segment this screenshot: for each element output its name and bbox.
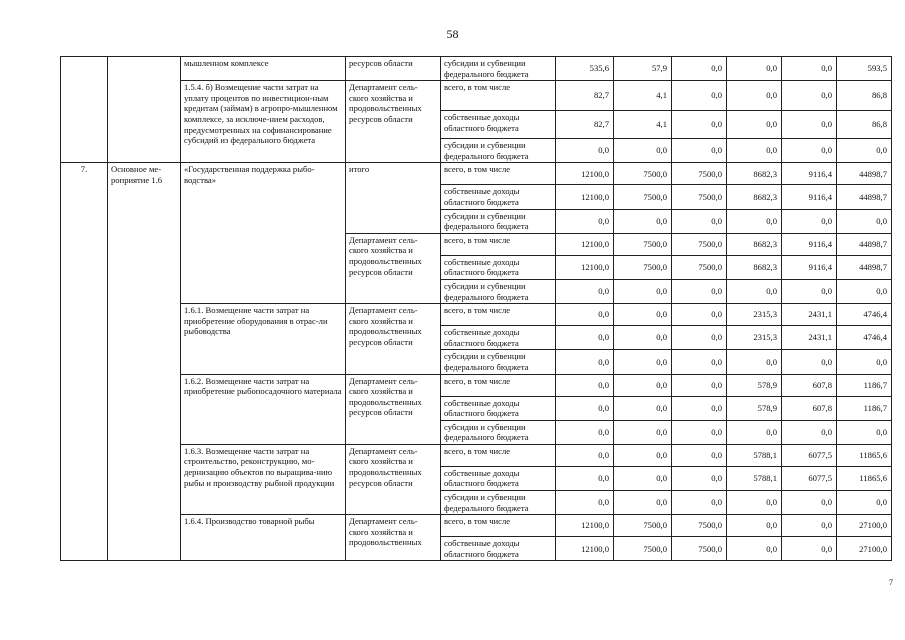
funding-source-cell: собственные доходы областного бюджета [441, 466, 556, 490]
year-value-cell: 7500,0 [672, 537, 727, 561]
year-value-cell: 9116,4 [782, 185, 837, 209]
year-value-cell: 0,0 [614, 466, 672, 490]
year-value-cell: 578,9 [727, 396, 782, 420]
year-value-cell: 0,0 [727, 515, 782, 537]
year-value-cell: 0,0 [614, 209, 672, 233]
total-value-cell: 27100,0 [837, 537, 892, 561]
funding-source-cell: собственные доходы областного бюджета [441, 111, 556, 139]
measure-name-cell: «Государственная поддержка рыбо-водства» [181, 163, 346, 304]
year-value-cell: 7500,0 [614, 537, 672, 561]
total-value-cell: 0,0 [837, 350, 892, 374]
funding-source-cell: субсидии и субвенции федерального бюджета [441, 209, 556, 233]
year-value-cell: 0,0 [672, 374, 727, 396]
responsible-executor-cell: Департамент сель-ского хозяйства и продовольственных ресурсов области [346, 81, 441, 163]
year-value-cell: 0,0 [614, 350, 672, 374]
year-value-cell: 12100,0 [556, 233, 614, 255]
year-value-cell: 7500,0 [614, 185, 672, 209]
year-value-cell: 2315,3 [727, 326, 782, 350]
year-value-cell: 0,0 [556, 326, 614, 350]
year-value-cell: 6077,5 [782, 466, 837, 490]
measure-name-cell: 1.6.2. Возмещение части затрат на приобретение рыбопосадочного материала [181, 374, 346, 444]
total-value-cell: 27100,0 [837, 515, 892, 537]
funding-source-cell: собственные доходы областного бюджета [441, 537, 556, 561]
responsible-executor-cell: Департамент сель-ского хозяйства и продовольственных ресурсов области [346, 444, 441, 514]
row-number-cell [61, 57, 108, 163]
year-value-cell: 0,0 [614, 491, 672, 515]
year-value-cell: 2431,1 [782, 326, 837, 350]
year-value-cell: 0,0 [727, 350, 782, 374]
year-value-cell: 57,9 [614, 57, 672, 81]
year-value-cell: 9116,4 [782, 255, 837, 279]
funding-source-cell: субсидии и субвенции федерального бюджета [441, 420, 556, 444]
responsible-executor-cell: Департамент сель-ского хозяйства и продовольственных ресурсов области [346, 304, 441, 374]
year-value-cell: 0,0 [782, 491, 837, 515]
year-value-cell: 0,0 [672, 491, 727, 515]
year-value-cell: 7500,0 [672, 233, 727, 255]
year-value-cell: 0,0 [727, 111, 782, 139]
year-value-cell: 607,8 [782, 396, 837, 420]
year-value-cell: 0,0 [727, 81, 782, 111]
measure-name-cell: 1.6.4. Производство товарной рыбы [181, 515, 346, 561]
year-value-cell: 0,0 [672, 139, 727, 163]
measure-name-cell: 1.5.4. б) Возмещение части затрат на уплату процентов по инвестицион-ным кредитам (займам) в агропро-мышленном комплексе, за исключе-нием расходов, предусмотренных на софинансирование субсидий из федерального бюджета [181, 81, 346, 163]
activity-label-cell: Основное ме-роприятие 1.6 [108, 163, 181, 561]
page-number: 58 [446, 27, 459, 41]
funding-source-cell: всего, в том числе [441, 163, 556, 185]
year-value-cell: 0,0 [556, 279, 614, 303]
year-value-cell: 2431,1 [782, 304, 837, 326]
year-value-cell: 0,0 [672, 209, 727, 233]
year-value-cell: 8682,3 [727, 233, 782, 255]
year-value-cell: 0,0 [556, 420, 614, 444]
total-value-cell: 11865,6 [837, 444, 892, 466]
year-value-cell: 0,0 [672, 466, 727, 490]
funding-source-cell: всего, в том числе [441, 444, 556, 466]
funding-source-cell: всего, в том числе [441, 81, 556, 111]
total-value-cell: 11865,6 [837, 466, 892, 490]
year-value-cell: 12100,0 [556, 185, 614, 209]
total-value-cell: 86,8 [837, 111, 892, 139]
funding-source-cell: всего, в том числе [441, 233, 556, 255]
table-row [61, 374, 892, 396]
responsible-executor-cell: Департамент сель-ского хозяйства и продовольственных ресурсов области [346, 374, 441, 444]
year-value-cell: 0,0 [614, 444, 672, 466]
year-value-cell: 8682,3 [727, 163, 782, 185]
year-value-cell: 12100,0 [556, 537, 614, 561]
responsible-executor-cell: итого [346, 163, 441, 233]
year-value-cell: 4,1 [614, 111, 672, 139]
total-value-cell: 44898,7 [837, 163, 892, 185]
year-value-cell: 0,0 [614, 279, 672, 303]
year-value-cell: 5788,1 [727, 466, 782, 490]
table-row [61, 515, 892, 537]
activity-label-cell [108, 57, 181, 163]
year-value-cell: 7500,0 [614, 515, 672, 537]
year-value-cell: 0,0 [556, 466, 614, 490]
year-value-cell: 7500,0 [672, 185, 727, 209]
funding-source-cell: собственные доходы областного бюджета [441, 326, 556, 350]
funding-source-cell: всего, в том числе [441, 515, 556, 537]
total-value-cell: 1186,7 [837, 396, 892, 420]
year-value-cell: 0,0 [556, 374, 614, 396]
funding-source-cell: собственные доходы областного бюджета [441, 396, 556, 420]
year-value-cell: 0,0 [782, 420, 837, 444]
year-value-cell: 12100,0 [556, 163, 614, 185]
year-value-cell: 4,1 [614, 81, 672, 111]
funding-source-cell: субсидии и субвенции федерального бюджета [441, 57, 556, 81]
measure-name-cell: мышленном комплексе [181, 57, 346, 81]
year-value-cell: 7500,0 [614, 163, 672, 185]
total-value-cell: 593,5 [837, 57, 892, 81]
year-value-cell: 0,0 [672, 326, 727, 350]
year-value-cell: 0,0 [614, 374, 672, 396]
year-value-cell: 6077,5 [782, 444, 837, 466]
total-value-cell: 4746,4 [837, 326, 892, 350]
year-value-cell: 9116,4 [782, 233, 837, 255]
table-row [61, 163, 892, 185]
year-value-cell: 0,0 [782, 57, 837, 81]
year-value-cell: 0,0 [672, 57, 727, 81]
responsible-executor-cell: Департамент сель-ского хозяйства и продовольственных ресурсов области [346, 233, 441, 303]
budget-table [60, 56, 892, 561]
year-value-cell: 0,0 [727, 279, 782, 303]
year-value-cell: 0,0 [727, 537, 782, 561]
year-value-cell: 0,0 [727, 491, 782, 515]
table-row [61, 304, 892, 326]
row-number-cell: 7. [61, 163, 108, 561]
year-value-cell: 9116,4 [782, 163, 837, 185]
year-value-cell: 0,0 [672, 279, 727, 303]
total-value-cell: 44898,7 [837, 233, 892, 255]
total-value-cell: 1186,7 [837, 374, 892, 396]
funding-source-cell: субсидии и субвенции федерального бюджета [441, 350, 556, 374]
total-value-cell: 86,8 [837, 81, 892, 111]
funding-source-cell: собственные доходы областного бюджета [441, 255, 556, 279]
year-value-cell: 5788,1 [727, 444, 782, 466]
total-value-cell: 0,0 [837, 491, 892, 515]
total-value-cell: 0,0 [837, 209, 892, 233]
measure-name-cell: 1.6.3. Возмещение части затрат на строительство, реконструкцию, мо-дернизацию объектов по выращива-нию рыбы и производству рыбной продукции [181, 444, 346, 514]
year-value-cell: 8682,3 [727, 185, 782, 209]
year-value-cell: 0,0 [556, 350, 614, 374]
table-row [61, 81, 892, 111]
year-value-cell: 0,0 [614, 420, 672, 444]
year-value-cell: 0,0 [614, 326, 672, 350]
year-value-cell: 7500,0 [614, 233, 672, 255]
funding-source-cell: субсидии и субвенции федерального бюджета [441, 139, 556, 163]
year-value-cell: 82,7 [556, 81, 614, 111]
funding-source-cell: субсидии и субвенции федерального бюджета [441, 279, 556, 303]
year-value-cell: 0,0 [782, 81, 837, 111]
year-value-cell: 2315,3 [727, 304, 782, 326]
year-value-cell: 0,0 [672, 304, 727, 326]
measure-name-cell: 1.6.1. Возмещение части затрат на приобретение оборудования в отрас-ли рыбоводства [181, 304, 346, 374]
year-value-cell: 0,0 [614, 396, 672, 420]
year-value-cell: 0,0 [672, 81, 727, 111]
table-row [61, 57, 892, 81]
year-value-cell: 0,0 [782, 209, 837, 233]
year-value-cell: 0,0 [556, 139, 614, 163]
year-value-cell: 0,0 [727, 420, 782, 444]
year-value-cell: 0,0 [672, 111, 727, 139]
total-value-cell: 0,0 [837, 139, 892, 163]
funding-source-cell: собственные доходы областного бюджета [441, 185, 556, 209]
year-value-cell: 607,8 [782, 374, 837, 396]
year-value-cell: 7500,0 [672, 255, 727, 279]
responsible-executor-cell: Департамент сель-ского хозяйства и продовольственных [346, 515, 441, 561]
year-value-cell: 0,0 [782, 515, 837, 537]
year-value-cell: 578,9 [727, 374, 782, 396]
year-value-cell: 0,0 [556, 491, 614, 515]
year-value-cell: 0,0 [727, 139, 782, 163]
year-value-cell: 12100,0 [556, 255, 614, 279]
year-value-cell: 0,0 [782, 350, 837, 374]
year-value-cell: 0,0 [672, 444, 727, 466]
year-value-cell: 0,0 [782, 139, 837, 163]
funding-source-cell: всего, в том числе [441, 374, 556, 396]
year-value-cell: 535,6 [556, 57, 614, 81]
year-value-cell: 12100,0 [556, 515, 614, 537]
funding-source-cell: всего, в том числе [441, 304, 556, 326]
year-value-cell: 0,0 [727, 57, 782, 81]
total-value-cell: 0,0 [837, 279, 892, 303]
year-value-cell: 82,7 [556, 111, 614, 139]
year-value-cell: 0,0 [782, 279, 837, 303]
total-value-cell: 4746,4 [837, 304, 892, 326]
total-value-cell: 44898,7 [837, 185, 892, 209]
year-value-cell: 7500,0 [614, 255, 672, 279]
total-value-cell: 44898,7 [837, 255, 892, 279]
year-value-cell: 0,0 [556, 209, 614, 233]
year-value-cell: 0,0 [614, 304, 672, 326]
year-value-cell: 7500,0 [672, 515, 727, 537]
year-value-cell: 0,0 [556, 396, 614, 420]
year-value-cell: 0,0 [672, 350, 727, 374]
year-value-cell: 0,0 [672, 396, 727, 420]
funding-source-cell: субсидии и субвенции федерального бюджета [441, 491, 556, 515]
year-value-cell: 0,0 [782, 537, 837, 561]
year-value-cell: 0,0 [727, 209, 782, 233]
corner-mark: 7 [889, 578, 893, 587]
year-value-cell: 0,0 [614, 139, 672, 163]
year-value-cell: 7500,0 [672, 163, 727, 185]
year-value-cell: 8682,3 [727, 255, 782, 279]
year-value-cell: 0,0 [782, 111, 837, 139]
year-value-cell: 0,0 [556, 444, 614, 466]
table-row [61, 444, 892, 466]
total-value-cell: 0,0 [837, 420, 892, 444]
year-value-cell: 0,0 [672, 420, 727, 444]
year-value-cell: 0,0 [556, 304, 614, 326]
responsible-executor-cell: ресурсов области [346, 57, 441, 81]
